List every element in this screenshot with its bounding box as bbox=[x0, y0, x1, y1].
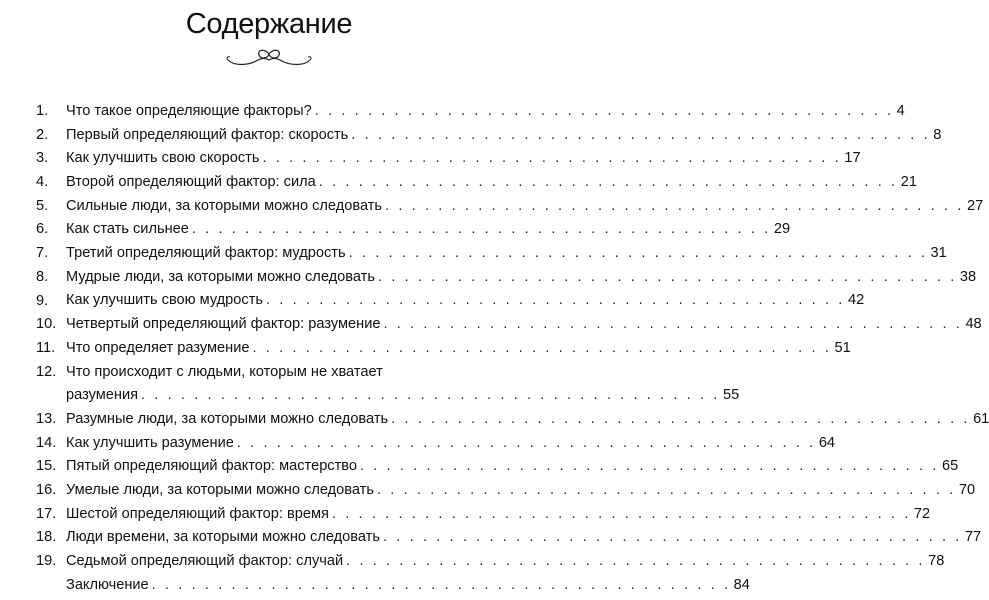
entry-title: Пятый определяющий фактор: мастерство bbox=[66, 458, 357, 475]
dot-leader: . . . . . . . . . . . . . . . . . . . . . . . . . . . . . . . . . . . . . . . . . . . . bbox=[348, 245, 928, 262]
dot-leader: . . . . . . . . . . . . . . . . . . . . . . . . . . . . . . . . . . . . . . . . . . . . bbox=[151, 576, 731, 593]
entry-number: 9. bbox=[36, 292, 49, 309]
entry-page: 4 bbox=[896, 102, 905, 119]
toc-entry[interactable] bbox=[36, 290, 865, 314]
dot-leader: . . . . . . . . . . . . . . . . . . . . . . . . . . . . . . . . . . . . . . . . . . . . bbox=[318, 174, 898, 191]
entry-title-line2: разумения bbox=[66, 387, 138, 404]
toc-entry[interactable] bbox=[36, 100, 905, 124]
entry-number: 14. bbox=[36, 434, 57, 451]
entry-number: 6. bbox=[36, 221, 49, 238]
toc-entry[interactable] bbox=[36, 195, 984, 219]
toc-entry[interactable] bbox=[36, 313, 982, 337]
toc-entry[interactable] bbox=[36, 432, 836, 456]
entry-page: 38 bbox=[959, 268, 977, 285]
entry-title: Первый определяющий фактор: скорость bbox=[66, 126, 349, 143]
entry-title: Разумные люди, за которыми можно следовать bbox=[66, 410, 389, 427]
dot-leader: . . . . . . . . . . . . . . . . . . . . . . . . . . . . . . . . . . . . . . . . . . . . bbox=[391, 410, 971, 427]
toc-entry[interactable] bbox=[36, 147, 861, 171]
page-title: Содержание bbox=[185, 8, 353, 40]
entry-title: Шестой определяющий фактор: время bbox=[66, 505, 329, 522]
entry-page: 72 bbox=[913, 505, 931, 522]
dot-leader: . . . . . . . . . . . . . . . . . . . . . . . . . . . . . . . . . . . . . . . . . . . . bbox=[383, 316, 963, 333]
dot-leader: . . . . . . . . . . . . . . . . . . . . . . . . . . . . . . . . . . . . . . . . . . . . bbox=[382, 529, 962, 546]
entry-title: Четвертый определяющий фактор: разумение bbox=[66, 316, 381, 333]
entry-number: 10. bbox=[36, 316, 57, 333]
entry-title: Как улучшить свою мудрость bbox=[66, 292, 263, 309]
toc-entry[interactable] bbox=[36, 124, 942, 148]
dot-leader: . . . . . . . . . . . . . . . . . . . . . . . . . . . . . . . . . . . . . . . . . . . . bbox=[236, 434, 816, 451]
entry-page: 29 bbox=[773, 221, 791, 238]
entry-page: 21 bbox=[900, 174, 917, 191]
entry-title: Что определяет разумение bbox=[66, 339, 250, 356]
entry-title: Седьмой определяющий фактор: случай bbox=[66, 553, 344, 570]
entry-number: 11. bbox=[36, 339, 56, 356]
entry-title: Как улучшить разумение bbox=[66, 434, 234, 451]
entry-page: 65 bbox=[941, 458, 959, 475]
toc-entry[interactable] bbox=[36, 218, 791, 242]
entry-page: 78 bbox=[928, 553, 945, 570]
toc-entry[interactable] bbox=[36, 503, 931, 527]
entry-title: Второй определяющий фактор: сила bbox=[66, 174, 316, 191]
toc-entry[interactable] bbox=[36, 361, 740, 408]
toc-entry[interactable] bbox=[36, 408, 989, 432]
entry-page: 84 bbox=[733, 576, 750, 593]
entry-page: 77 bbox=[964, 529, 982, 546]
entry-title: Как стать сильнее bbox=[66, 221, 189, 238]
toc-entry[interactable] bbox=[36, 266, 977, 290]
dot-leader: . . . . . . . . . . . . . . . . . . . . . . . . . . . . . . . . . . . . . . . . . . . . bbox=[141, 387, 720, 404]
entry-number: 3. bbox=[36, 150, 49, 167]
entry-number: 16. bbox=[36, 482, 57, 499]
entry-page: 31 bbox=[930, 245, 947, 262]
entry-number: 18. bbox=[36, 529, 57, 546]
entry-page: 64 bbox=[818, 434, 836, 451]
entry-number: 7. bbox=[36, 245, 49, 262]
dot-leader: . . . . . . . . . . . . . . . . . . . . . . . . . . . . . . . . . . . . . . . . . . . . bbox=[376, 482, 956, 498]
entry-page: 27 bbox=[966, 197, 984, 214]
toc-entry[interactable] bbox=[36, 574, 750, 598]
entry-title: Умелые люди, за которыми можно следовать bbox=[66, 482, 374, 498]
dot-leader: . . . . . . . . . . . . . . . . . . . . . . . . . . . . . . . . . . . . . . . . . . . . bbox=[252, 339, 832, 356]
entry-number: 2. bbox=[36, 126, 49, 143]
toc-entry[interactable] bbox=[36, 550, 945, 574]
toc-entry[interactable] bbox=[36, 526, 982, 550]
entry-title-line1: Что происходит с людьми, которым не хватает bbox=[66, 363, 383, 380]
entry-title: Сильные люди, за которыми можно следовать bbox=[66, 197, 383, 214]
dot-leader: . . . . . . . . . . . . . . . . . . . . . . . . . . . . . . . . . . . . . . . . . . . . bbox=[331, 505, 911, 522]
toc-entry[interactable] bbox=[36, 171, 917, 195]
entry-number: 19. bbox=[36, 553, 57, 570]
entry-number: 4. bbox=[36, 174, 49, 191]
dot-leader: . . . . . . . . . . . . . . . . . . . . . . . . . . . . . . . . . . . . . . . . . . . . bbox=[314, 102, 894, 119]
entry-title: Что такое определяющие факторы? bbox=[66, 102, 312, 119]
entry-page: 17 bbox=[844, 150, 861, 167]
toc-entry[interactable] bbox=[36, 337, 851, 361]
entry-title: Заключение bbox=[66, 576, 149, 593]
table-of-contents bbox=[36, 100, 989, 597]
dot-leader: . . . . . . . . . . . . . . . . . . . . . . . . . . . . . . . . . . . . . . . . . . . . bbox=[346, 553, 926, 570]
toc-entry[interactable] bbox=[36, 242, 947, 266]
entry-page: 8 bbox=[933, 126, 942, 143]
entry-number: 12. bbox=[36, 363, 57, 380]
entry-number: 15. bbox=[36, 458, 57, 475]
entry-page: 61 bbox=[973, 410, 989, 427]
entry-page: 42 bbox=[847, 292, 865, 309]
dot-leader: . . . . . . . . . . . . . . . . . . . . . . . . . . . . . . . . . . . . . . . . . . . . bbox=[360, 458, 939, 475]
entry-number: 1. bbox=[36, 103, 49, 119]
entry-number: 17. bbox=[36, 505, 57, 522]
entry-number: 5. bbox=[36, 197, 49, 214]
dot-leader: . . . . . . . . . . . . . . . . . . . . . . . . . . . . . . . . . . . . . . . . . . . . bbox=[266, 292, 845, 309]
entry-title: Третий определяющий фактор: мудрость bbox=[66, 245, 346, 262]
dot-leader: . . . . . . . . . . . . . . . . . . . . . . . . . . . . . . . . . . . . . . . . . . . . bbox=[377, 268, 957, 285]
entry-title: Люди времени, за которыми можно следовать bbox=[66, 529, 380, 546]
entry-title: Мудрые люди, за которыми можно следовать bbox=[66, 268, 375, 285]
dot-leader: . . . . . . . . . . . . . . . . . . . . . . . . . . . . . . . . . . . . . . . . . . . . bbox=[351, 126, 931, 143]
entry-number: 13. bbox=[36, 410, 57, 427]
flourish-divider-icon bbox=[224, 46, 314, 70]
entry-page: 70 bbox=[958, 482, 976, 498]
dot-leader: . . . . . . . . . . . . . . . . . . . . . . . . . . . . . . . . . . . . . . . . . . . . bbox=[385, 197, 964, 214]
dot-leader: . . . . . . . . . . . . . . . . . . . . . . . . . . . . . . . . . . . . . . . . . . . . bbox=[262, 150, 842, 167]
toc-entry[interactable] bbox=[36, 479, 976, 503]
entry-page: 51 bbox=[834, 339, 851, 356]
entry-page: 55 bbox=[722, 387, 740, 404]
entry-title: Как улучшить свою скорость bbox=[66, 150, 260, 167]
entry-number: 8. bbox=[36, 268, 49, 285]
entry-page: 48 bbox=[965, 316, 982, 333]
dot-leader: . . . . . . . . . . . . . . . . . . . . . . . . . . . . . . . . . . . . . . . . . . . . bbox=[191, 221, 771, 238]
toc-entry[interactable] bbox=[36, 455, 959, 479]
